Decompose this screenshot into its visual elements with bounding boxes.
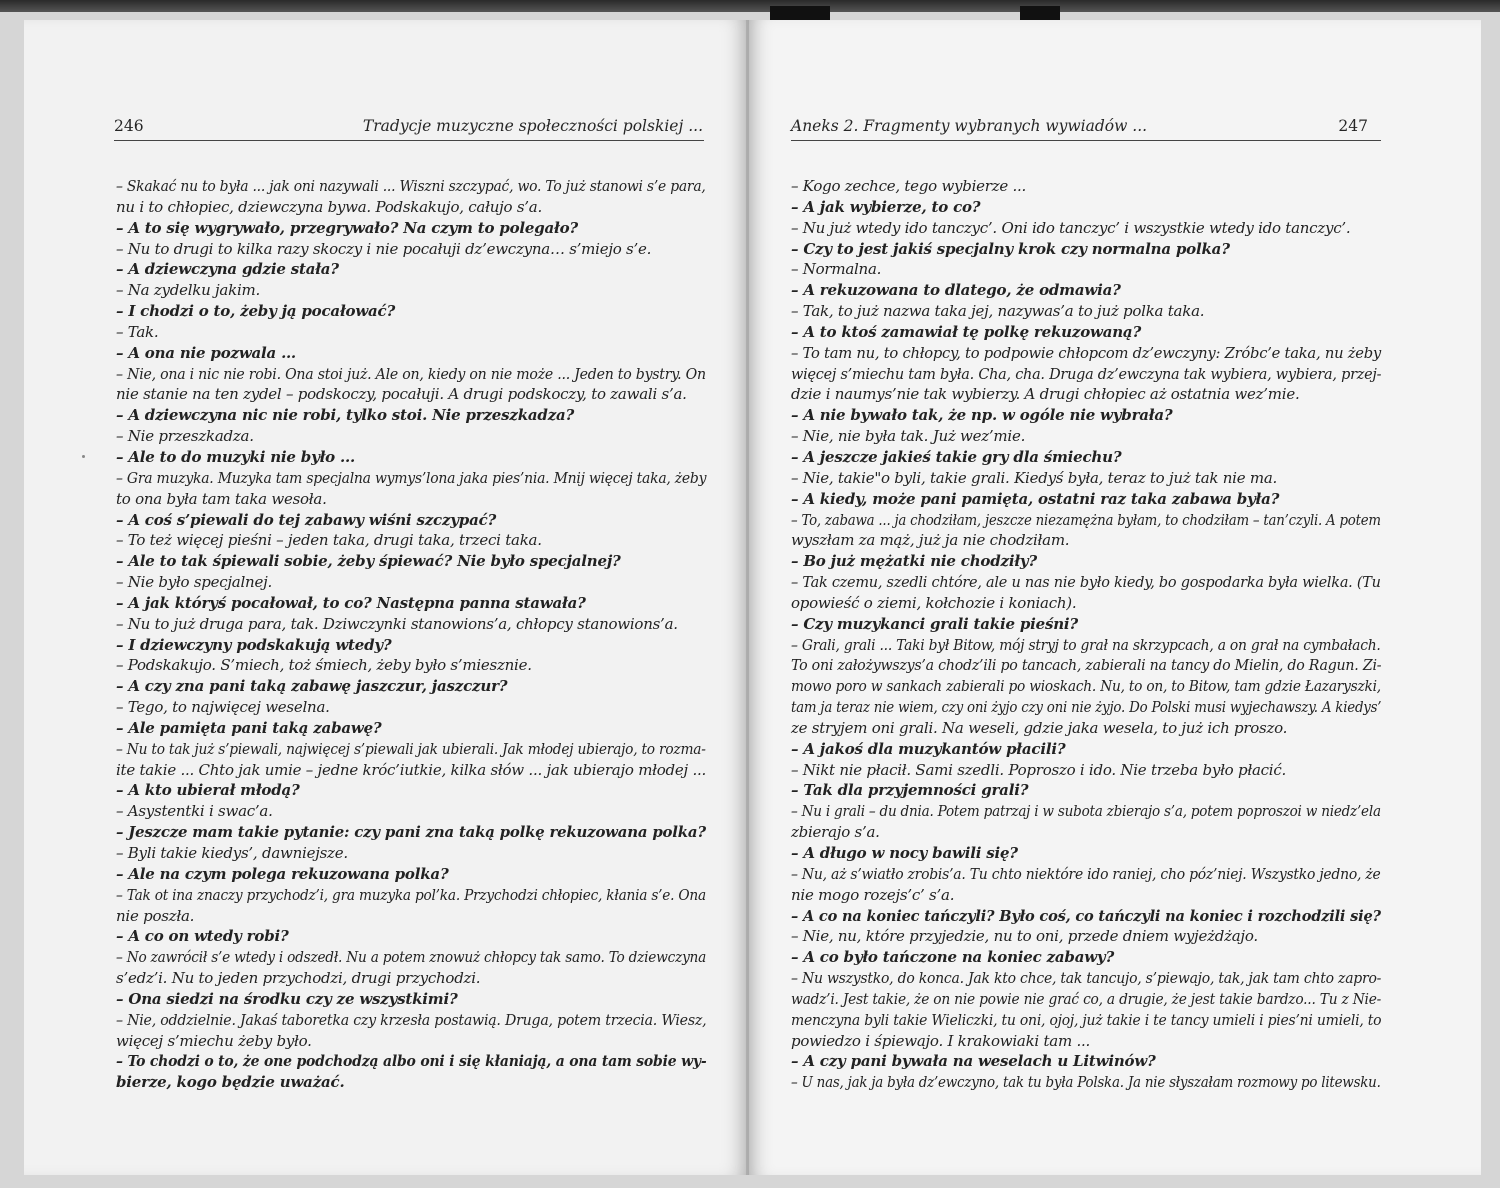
question-line: – A co było tańczone na koniec zabawy? xyxy=(791,948,1115,967)
question-line: – To chodzi o to, że one podchodzą albo oni i się kłaniają, a ona tam sobie wy- xyxy=(116,1052,707,1071)
answer-line: – Tego, to najwięcej weselna. xyxy=(116,698,330,717)
answer-line: zbierajo s’a. xyxy=(791,823,880,842)
answer-line: – Nie przeszkadza. xyxy=(116,427,254,446)
answer-line: – Tak czemu, szedli chtóre, ale u nas nie było kiedy, bo gospodarka była wielka. (Tu xyxy=(791,573,1381,592)
answer-line: wyszłam za mąż, już ja nie chodziłam. xyxy=(791,531,1070,550)
answer-line: więcej s’miechu tam była. Cha, cha. Druga dz’ewczyna tak wybiera, wybiera, przej- xyxy=(791,364,1382,383)
answer-line: – Skakać nu to była ... jak oni nazywali ... Wiszni szczypać, wo. To już stanowi s’e para, xyxy=(116,177,706,195)
question-line: – Ale to tak śpiewali sobie, żeby śpiewać? Nie było specjalnej? xyxy=(116,552,621,571)
question-line: – A dziewczyna nic nie robi, tylko stoi. Nie przeszkadza? xyxy=(116,406,575,425)
question-line: – A kiedy, może pani pamięta, ostatni raz taka zabawa była? xyxy=(791,489,1280,508)
answer-line: – Podskakujo. S’miech, toż śmiech, żeby było s’miesznie. xyxy=(116,656,532,675)
answer-line: – Normalna. xyxy=(791,260,882,279)
question-line: – A nie bywało tak, że np. w ogóle nie wybrała? xyxy=(791,406,1173,425)
answer-line: – Nie, nu, które przyjedzie, nu to oni, przede dniem wyjeżdżajo. xyxy=(791,927,1258,946)
question-line: bierze, kogo będzie uważać. xyxy=(116,1073,345,1092)
scanner-mark xyxy=(770,6,830,20)
header-rule xyxy=(791,140,1381,141)
question-line: – A co on wtedy robi? xyxy=(116,927,289,946)
answer-line: – To, zabawa ... ja chodziłam, jeszcze niezamężna byłam, to chodziłam – tan’czyli. A potem xyxy=(791,510,1381,529)
running-title: Aneks 2. Fragmenty wybranych wywiadów ... xyxy=(791,117,1148,135)
answer-line: – To tam nu, to chłopcy, to podpowie chłopcom dz’ewczyny: Zróbc’e taka, nu żeby xyxy=(791,343,1382,362)
question-line: – A czy zna pani taką zabawę jaszczur, jaszczur? xyxy=(116,677,508,696)
scanner-mark xyxy=(1020,6,1060,20)
question-line: – I chodzi o to, żeby ją pocałować? xyxy=(116,302,396,321)
answer-line: tam ja teraz nie wiem, czy oni żyjo czy oni nie żyjo. Do Polski musi wyjechawszy. A kiedys’ xyxy=(791,698,1382,717)
answer-line: nie mogo rozejs’c’ s’a. xyxy=(791,885,955,904)
question-line: – A to się wygrywało, przegrywało? Na czym to polegało? xyxy=(116,218,578,237)
header-rule xyxy=(114,140,704,141)
question-line: – A ona nie pozwala … xyxy=(116,343,296,362)
answer-line: – Nie, oddzielnie. Jakaś taboretka czy krzesła postawią. Druga, potem trzecia. Wiesz, xyxy=(116,1010,707,1029)
question-line: – Jeszcze mam takie pytanie: czy pani zna taką polkę rekuzowana polka? xyxy=(116,823,706,842)
question-line: – Ona siedzi na środku czy ze wszystkimi? xyxy=(116,989,458,1008)
answer-line: to ona była tam taka wesoła. xyxy=(116,489,327,508)
answer-line: wadz’i. Jest takie, że on nie powie nie grać co, a drugie, że jest takie bardzo... Tu z Nie- xyxy=(791,989,1382,1008)
answer-line: – Nie było specjalnej. xyxy=(116,573,272,592)
answer-line: – Nie, ona i nic nie robi. Ona stoi już. Ale on, kiedy on nie może ... Jeden to bystry. On xyxy=(116,364,706,383)
answer-line: – Tak. xyxy=(116,322,159,341)
right-page xyxy=(749,20,1481,1175)
answer-line: – Gra muzyka. Muzyka tam specjalna wymys’lona jaka pies’nia. Mnij więcej taka, żeby xyxy=(116,468,707,487)
answer-line: – Nu wszystko, do konca. Jak kto chce, tak tancujo, s’piewajo, tak, jak tam chto zapro- xyxy=(791,969,1382,988)
question-line: – A rekuzowana to dlatego, że odmawia? xyxy=(791,281,1121,300)
question-line: – A dziewczyna gdzie stała? xyxy=(116,260,339,279)
answer-line: menczyna byli takie Wieliczki, tu oni, ojoj, już takie i te tancy umieli i pies’ni umieli, to xyxy=(791,1010,1382,1029)
answer-line: mowo poro w sankach zabierali po wioskach. Nu, to on, to Bitow, tam gdzie Łazaryszki, xyxy=(791,677,1381,696)
answer-line: – No zawrócił s’e wtedy i odszedł. Nu a potem znowuż chłopcy tak samo. To dziewczyna xyxy=(116,948,707,967)
question-line: – A jak któryś pocałował, to co? Następna panna stawała? xyxy=(116,593,586,612)
answer-line: – Nu i grali – du dnia. Potem patrzaj i w subota zbierajo s’a, potem poproszoi w niedz’ela xyxy=(791,802,1381,821)
question-line: – A co na koniec tańczyli? Było coś, co tańczyli na koniec i rozchodzili się? xyxy=(791,906,1381,925)
answer-line: – Nu to tak już s’piewali, najwięcej s’piewali jak ubierali. Jak młodej ubierajo, to rozma- xyxy=(116,739,706,758)
answer-line: – Nu już wtedy ido tanczyc’. Oni ido tanczyc’ i wszystkie wtedy ido tanczyc’. xyxy=(791,218,1351,237)
answer-line: więcej s’miechu żeby było. xyxy=(116,1031,312,1050)
question-line: – A jakoś dla muzykantów płacili? xyxy=(791,739,1066,758)
answer-line: – Kogo zechce, tego wybierze ... xyxy=(791,177,1027,195)
answer-line: – Grali, grali ... Taki był Bitow, mój stryj to grał na skrzypcach, a on grał na cymbałach. xyxy=(791,635,1381,654)
answer-line: – Na zydelku jakim. xyxy=(116,281,260,300)
answer-line: opowieść o ziemi, kołchozie i koniach). xyxy=(791,593,1077,612)
page-number: 247 xyxy=(1338,117,1368,135)
question-line: – Bo już mężatki nie chodziły? xyxy=(791,552,1037,571)
answer-line: To oni założywszys’a chodz’ili po tancach, zabierali na tancy do Mielin, do Ragun. Zi- xyxy=(791,656,1382,675)
answer-line: ite takie ... Chto jak umie – jedne króc’iutkie, kilka słów ... jak ubierajo młodej ... xyxy=(116,760,707,779)
question-line: – A coś s’piewali do tej zabawy wiśni szczypać? xyxy=(116,510,497,529)
answer-line: – Nie, takie"o byli, takie grali. Kiedyś była, teraz to już tak nie ma. xyxy=(791,468,1278,487)
question-line: – Tak dla przyjemności grali? xyxy=(791,781,1029,800)
answer-line: s’edz’i. Nu to jeden przychodzi, drugi przychodzi. xyxy=(116,969,481,988)
question-line: – A to ktoś zamawiał tę polkę rekuzowaną? xyxy=(791,322,1142,341)
answer-line: – Nu to już druga para, tak. Dziwczynki stanowions’a, chłopcy stanowions’a. xyxy=(116,614,678,633)
answer-line: – Asystentki i swac’a. xyxy=(116,802,273,821)
answer-line: ze stryjem oni grali. Na weseli, gdzie jaka wesela, to już ich proszo. xyxy=(791,718,1288,737)
question-line: – Czy to jest jakiś specjalny krok czy normalna polka? xyxy=(791,239,1230,258)
answer-line: nu i to chłopiec, dziewczyna bywa. Podskakujo, całujo s’a. xyxy=(116,197,543,216)
question-line: – A kto ubierał młodą? xyxy=(116,781,300,800)
answer-line: – Nu to drugi to kilka razy skoczy i nie pocałuji dz’ewczyna… s’miejo s’e. xyxy=(116,239,652,258)
text-column xyxy=(116,176,706,1093)
answer-line: – Tak ot ina znaczy przychodz’i, gra muzyka pol’ka. Przychodzi chłopiec, kłania s’e. Ona xyxy=(116,885,706,904)
scanner-edge xyxy=(0,0,1500,12)
page-number: 246 xyxy=(114,117,144,135)
answer-line: – U nas, jak ja była dz’ewczyno, tak tu była Polska. Ja nie słyszałam rozmowy po litewsku. xyxy=(791,1073,1381,1092)
answer-line: nie poszła. xyxy=(116,906,195,925)
question-line: – Ale to do muzyki nie było ... xyxy=(116,447,356,466)
question-line: – A długo w nocy bawili się? xyxy=(791,844,1018,862)
answer-line: dzie i naumys’nie tak wybierzy. A drugi chłopiec aż ostatnia wez’mie. xyxy=(791,385,1300,404)
running-title: Tradycje muzyczne społeczności polskiej ... xyxy=(362,117,703,135)
answer-line: powiedzo i śpiewajo. I krakowiaki tam ... xyxy=(791,1031,1090,1050)
answer-line: – Nu, aż s’wiatło zrobis’a. Tu chto niektóre ido raniej, cho póz’niej. Wszystko jedno, że xyxy=(791,864,1381,883)
answer-line: – Nikt nie płacił. Sami szedli. Poproszo i ido. Nie trzeba było płacić. xyxy=(791,760,1287,779)
answer-line: – Tak, to już nazwa taka jej, nazywas’a to już polka taka. xyxy=(791,302,1205,321)
answer-line: – To też więcej pieśni – jeden taka, drugi taka, trzeci taka. xyxy=(116,531,542,550)
question-line: – A czy pani bywała na weselach u Litwinów? xyxy=(791,1052,1156,1071)
answer-line: – Nie, nie była tak. Już wez’mie. xyxy=(791,427,1026,446)
question-line: – Ale pamięta pani taką zabawę? xyxy=(116,718,382,737)
question-line: – Ale na czym polega rekuzowana polka? xyxy=(116,864,449,883)
question-line: – A jeszcze jakieś takie gry dla śmiechu? xyxy=(791,447,1122,466)
answer-line: – Byli takie kiedys’, dawniejsze. xyxy=(116,844,348,862)
scan-speck xyxy=(82,455,85,458)
question-line: – A jak wybierze, to co? xyxy=(791,197,981,216)
text-column xyxy=(791,176,1381,1093)
answer-line: nie stanie na ten zydel – podskoczy, pocałuji. A drugi podskoczy, to zawali s’a. xyxy=(116,385,687,404)
question-line: – I dziewczyny podskakują wtedy? xyxy=(116,635,392,654)
question-line: – Czy muzykanci grali takie pieśni? xyxy=(791,614,1079,633)
left-page xyxy=(24,20,749,1175)
